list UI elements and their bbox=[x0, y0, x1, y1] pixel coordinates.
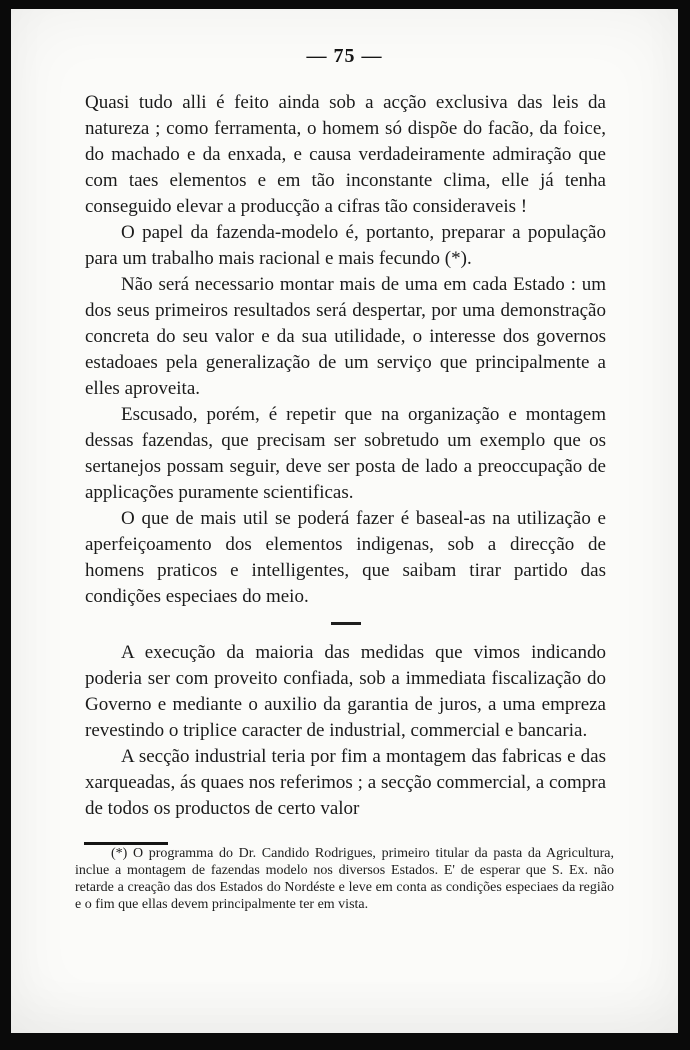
paragraph: O que de mais util se poderá fazer é baseal-as na utilização e aperfeiçoamento dos elementos indigenas, sob a direcção de homens praticos e intelligentes, que saibam tirar partido das condições especiaes do meio. bbox=[85, 508, 606, 607]
footnote-text: (*) O programma do Dr. Candido Rodrigues, primeiro titular da pasta da Agricultura, inclue a montagem de fazendas modelo nos diversos Estados. E' de esperar que S. Ex. não retarde a creação das dos Estados do Nordéste e leve em conta as condições especiaes da região e o fim que ellas devem principalmente ter em vista. bbox=[75, 846, 614, 912]
paragraph: A execução da maioria das medidas que vimos indicando poderia ser com proveito confiada, sob a immediata fiscalização do Governo e mediante o auxilio da garantia de juros, a uma empreza revestindo o triplice caracter de industrial, commercial e bancaria. bbox=[85, 642, 606, 741]
paragraph: Quasi tudo alli é feito ainda sob a acção exclusiva das leis da natureza ; como ferramenta, o homem só dispõe do facão, da foice, do machado e da enxada, e causa verdadeiramente admiração que com taes elementos e em tão inconstante clima, elle já tenha conseguido elevar a producção a cifras tão consideraveis ! bbox=[85, 92, 606, 217]
paragraph: A secção industrial teria por fim a montagem das fabricas e das xarqueadas, ás quaes nos referimos ; a secção commercial, a compra de todos os productos de certo valor bbox=[85, 746, 606, 819]
page-body bbox=[75, 90, 614, 913]
page-number: — 75 — bbox=[306, 45, 383, 67]
section-divider-rule bbox=[331, 622, 361, 625]
book-page bbox=[11, 9, 678, 1033]
paragraph: Escusado, porém, é repetir que na organização e montagem dessas fazendas, que precisam ser sobretudo um exemplo que os sertanejos possam seguir, deve ser posta de lado a preoccupação de applicações puramente scientificas. bbox=[85, 404, 606, 503]
footnote-area bbox=[75, 842, 614, 913]
paragraph: Não será necessario montar mais de uma em cada Estado : um dos seus primeiros resultados será despertar, por uma demonstração concreta do seu valor e da sua utilidade, o interesse dos governos estadoaes pela generalização de um serviço que principalmente a elles aproveita. bbox=[85, 274, 606, 399]
paragraph: O papel da fazenda-modelo é, portanto, preparar a população para um trabalho mais racional e mais fecundo (*). bbox=[85, 222, 606, 269]
